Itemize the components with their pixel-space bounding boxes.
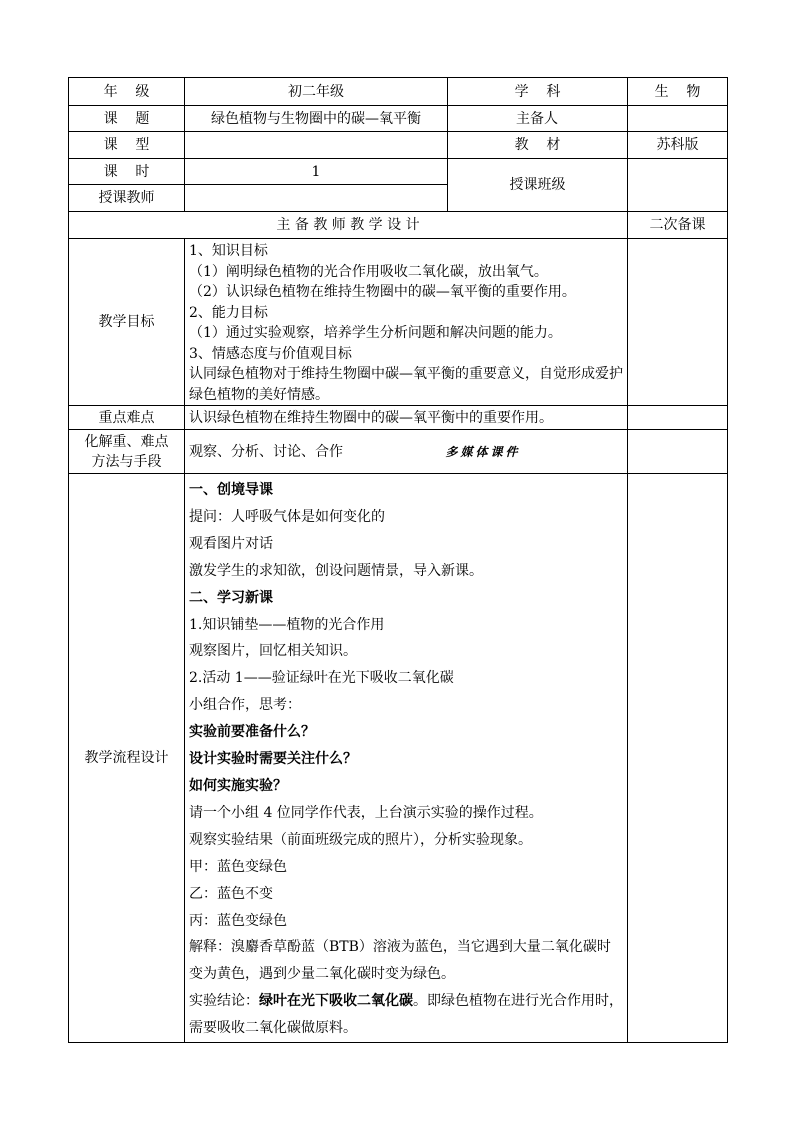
handwritten-note: 多媒体课件 [445, 444, 521, 459]
flow-question: 设计实验时需要关注什么？ [189, 751, 357, 768]
grade-value: 初二年级 [185, 78, 448, 106]
row-section-header [69, 212, 728, 239]
subject-value: 生 物 [628, 78, 728, 106]
flow-line: 激发学生的求知欲，创设问题情景，导入新课。 [189, 562, 483, 579]
flow-label: 教学流程设计 [69, 474, 185, 1043]
conclusion-bold: 绿叶在光下吸收二氧化碳 [259, 993, 413, 1010]
methods-text: 观察、分析、讨论、合作 [189, 443, 343, 460]
goals-second-prep [628, 239, 728, 406]
row-methods [69, 430, 728, 474]
goals-line: （1）通过实验观察，培养学生分析问题和解决问题的能力。 [189, 325, 562, 341]
lesson-type-value [185, 132, 448, 159]
row-lesson-type [69, 132, 728, 159]
goals-line: 认同绿色植物对于维持生物圈中碳—氧平衡的重要意义，自觉形成爱护绿色植物的美好情感。 [189, 366, 623, 403]
row-goals [69, 239, 728, 406]
second-prep-label: 二次备课 [628, 212, 728, 239]
key-points-label: 重点难点 [69, 406, 185, 430]
row-topic [69, 106, 728, 132]
flow-question: 如何实施实验？ [189, 777, 287, 794]
flow-line: 乙：蓝色不变 [189, 885, 273, 902]
main-preparer-value [628, 106, 728, 132]
lesson-plan-table [68, 77, 728, 1043]
textbook-label: 教 材 [448, 132, 628, 159]
class-label: 授课班级 [448, 159, 628, 212]
flow-line: 2.活动 1——验证绿叶在光下吸收二氧化碳 [189, 670, 454, 687]
flow-line: 请一个小组 4 位同学作代表，上台演示实验的操作过程。 [189, 804, 543, 821]
subject-label: 学 科 [448, 78, 628, 106]
methods-label-line1: 化解重、难点 [84, 433, 169, 450]
period-label: 课 时 [69, 159, 185, 185]
goals-line: 2、能力目标 [189, 304, 268, 321]
topic-label: 课 题 [69, 106, 185, 132]
flow-line: 丙：蓝色变绿色 [189, 912, 287, 929]
flow-line: 观察实验结果（前面班级完成的照片），分析实验现象。 [189, 831, 532, 848]
methods-content [185, 430, 628, 474]
grade-label: 年 级 [69, 78, 185, 106]
methods-label-line2: 方法与手段 [91, 453, 162, 470]
flow-line: 小组合作，思考： [189, 697, 301, 714]
flow-line: 观察图片，回忆相关知识。 [189, 643, 357, 660]
row-period [69, 159, 728, 185]
topic-value: 绿色植物与生物圈中的碳—氧平衡 [185, 106, 448, 132]
main-preparer-label: 主备人 [448, 106, 628, 132]
goals-line: （2）认识绿色植物在维持生物圈中的碳—氧平衡的重要作用。 [189, 284, 576, 300]
flow-line: 观看图片对话 [189, 535, 273, 552]
key-points-second-prep [628, 406, 728, 430]
key-points-text: 认识绿色植物在维持生物圈中的碳—氧平衡中的重要作用。 [185, 406, 628, 430]
goals-label: 教学目标 [69, 239, 185, 406]
flow-heading-1: 一、创境导课 [189, 482, 273, 498]
flow-line: 提问：人呼吸气体是如何变化的 [189, 508, 385, 525]
conclusion-rest: 。即绿色植物在进行光合作用时，需要吸收二氧化碳做原料。 [189, 993, 623, 1037]
flow-line: 1.知识铺垫——植物的光合作用 [189, 616, 385, 633]
goals-content [185, 239, 628, 406]
methods-second-prep [628, 430, 728, 474]
design-title: 主 备 教 师 教 学 设 计 [69, 212, 628, 239]
flow-heading-2: 二、学习新课 [189, 589, 273, 606]
flow-question: 实验前要准备什么？ [189, 724, 315, 741]
flow-explanation: 解释：溴麝香草酚蓝（BTB）溶液为蓝色，当它遇到大量二氧化碳时变为黄色，遇到少量二氧化碳时变为绿色。 [189, 939, 611, 983]
goals-line: 1、知识目标 [189, 243, 268, 259]
flow-content [185, 474, 628, 1043]
conclusion-label: 实验结论： [189, 993, 259, 1010]
lesson-type-label: 课 型 [69, 132, 185, 159]
period-value: 1 [185, 159, 448, 185]
textbook-value: 苏科版 [628, 132, 728, 159]
flow-second-prep [628, 474, 728, 1043]
class-value [628, 159, 728, 212]
row-flow [69, 474, 728, 1043]
row-key-points [69, 406, 728, 430]
goals-line: 3、情感态度与价值观目标 [189, 345, 352, 362]
teacher-label: 授课教师 [69, 185, 185, 212]
methods-label [69, 430, 185, 474]
flow-conclusion [189, 988, 623, 1042]
teacher-value [185, 185, 448, 212]
row-grade [69, 78, 728, 106]
flow-line: 甲：蓝色变绿色 [189, 858, 287, 875]
goals-line: （1）阐明绿色植物的光合作用吸收二氧化碳，放出氧气。 [189, 263, 548, 280]
